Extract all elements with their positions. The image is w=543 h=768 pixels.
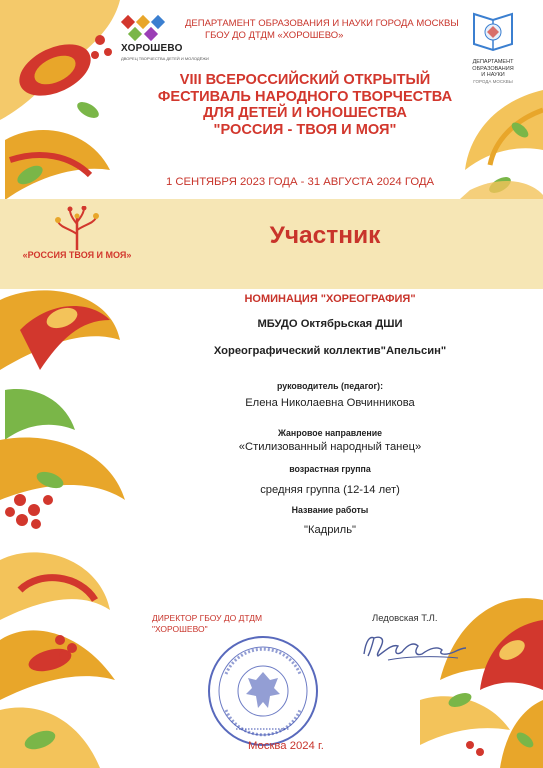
department-city: ГОРОДА МОСКВЫ [473,78,513,84]
festival-dates: 1 СЕНТЯБРЯ 2023 ГОДА - 31 АВГУСТА 2024 ГОДА [165,176,435,188]
khoroshevo-emblem-icon [118,14,188,44]
title-line-4: "РОССИЯ - ТВОЯ И МОЯ" [213,121,397,138]
left-ornament [0,0,125,768]
right-top-ornament [460,90,543,199]
org-line-1: ДЕПАРТАМЕНТ ОБРАЗОВАНИЯ И НАУКИ ГОРОДА МОСКВЫ [185,18,459,29]
award-title: Участник [269,222,381,249]
official-stamp [206,634,320,748]
right-bottom-ornament [420,598,543,768]
title-line-1: VIII ВСЕРОССИЙСКИЙ ОТКРЫТЫЙ [179,72,431,88]
department-emblem-icon [470,10,516,52]
org-line-2: ГБОУ ДО ДТДМ «ХОРОШЕВО» [205,30,344,41]
khoroshevo-logo [118,14,209,66]
logo-wordmark: ХОРОШЕВО [121,43,183,54]
tree-icon [18,206,136,250]
age-group-label: возрастная группа [289,464,371,474]
festival-title [150,72,460,138]
leader-name: Елена Николаевна Овчинникова [245,397,415,409]
organization-header [185,18,459,42]
genre-label: Жанровое направление [277,428,383,438]
leader-label: руководитель (педагог): [276,381,384,391]
director-title: ДИРЕКТОР ГБОУ ДО ДТДМ "ХОРОШЕВО" [152,613,263,634]
work-title-value: "Кадриль" [303,524,357,536]
age-group-value: средняя группа (12-14 лет) [260,484,400,496]
work-title-label: Название работы [291,505,369,515]
department-logo [458,10,528,92]
festival-logo [18,206,136,278]
festival-logo-text: «РОССИЯ ТВОЯ И МОЯ» [22,250,132,260]
title-line-2: ФЕСТИВАЛЬ НАРОДНОГО ТВОРЧЕСТВА [157,88,453,105]
nomination: НОМИНАЦИЯ "ХОРЕОГРАФИЯ" [244,293,416,305]
institution: МБУДО Октябрьская ДШИ [257,318,403,330]
handwritten-signature [358,626,468,666]
title-line-3: ДЛЯ ДЕТЕЙ И ЮНОШЕСТВА [203,105,407,122]
logo-tagline: ДВОРЕЦ ТВОРЧЕСТВА ДЕТЕЙ И МОЛОДЁЖИ [121,56,209,61]
collective-name: Хореографический коллектив"Апельсин" [213,345,447,357]
department-name: ДЕПАРТАМЕНТ ОБРАЗОВАНИЯ И НАУКИ [472,59,514,79]
signer-name: Ледовская Т.Л. [372,613,438,624]
place-and-year: Москва 2024 г. [248,740,324,752]
genre-value: «Стилизованный народный танец» [238,441,422,453]
